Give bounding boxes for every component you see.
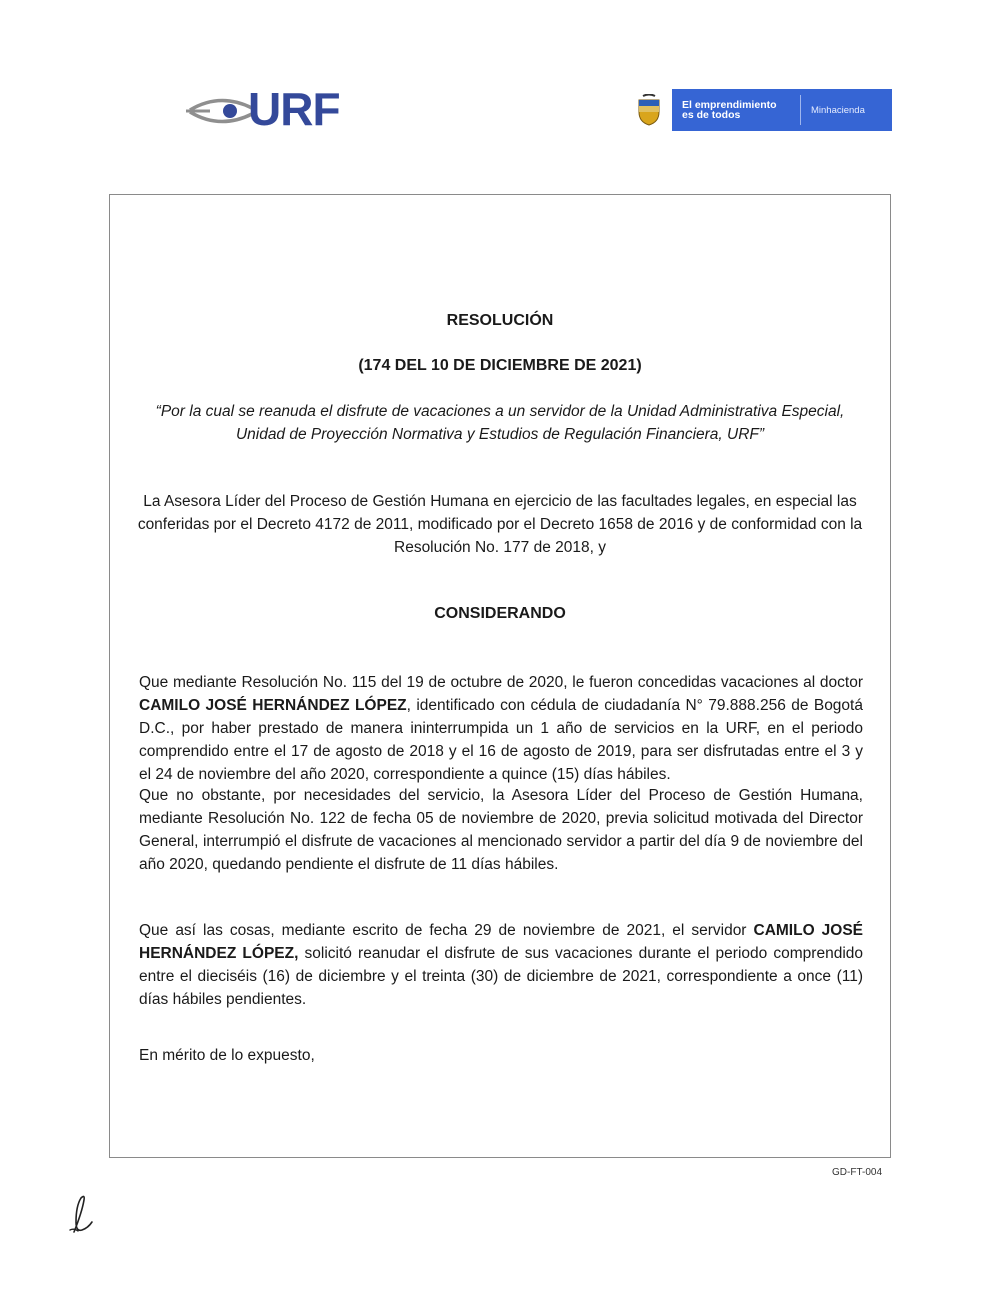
urf-logo-text: URF xyxy=(248,83,340,135)
subject-line-2: Unidad de Proyección Normativa y Estudios de Regulación Financiera, URF” xyxy=(235,426,765,443)
servant-name: CAMILO JOSÉ HERNÁNDEZ LÓPEZ xyxy=(139,697,407,714)
closing-line: En mérito de lo expuesto, xyxy=(139,1047,315,1064)
gov-slogan-line2: es de todos xyxy=(682,109,741,121)
form-code: GD-FT-004 xyxy=(832,1167,883,1178)
subject-line-1: “Por la cual se reanuda el disfrute de vacaciones a un servidor de la Unidad Administrativa Especial, xyxy=(155,403,845,420)
coat-of-arms-icon xyxy=(626,89,672,131)
servant-name: CAMILO JOSÉ HERNÁNDEZ LÓPEZ, xyxy=(139,922,864,962)
gov-slogan-line1: El emprendimiento xyxy=(682,99,777,111)
document-frame xyxy=(109,194,891,1158)
resolution-subject xyxy=(130,400,870,446)
considering-heading: CONSIDERANDO xyxy=(434,605,566,622)
paragraph-3-text-b: solicitó reanudar el disfrute de sus vacaciones durante el periodo comprendido entre el dieciséis (16) de diciembre y el treinta (30) de diciembre de 2021, correspondiente a once (11) días hábiles pendientes. xyxy=(139,945,864,1008)
eye-icon xyxy=(186,84,256,138)
paragraph-3 xyxy=(139,919,863,1011)
gov-banner xyxy=(626,89,892,131)
resolution-number: (174 DEL 10 DE DICIEMBRE DE 2021) xyxy=(358,357,642,374)
paragraph-3-text-a: Que así las cosas, mediante escrito de fecha 29 de noviembre de 2021, el servidor xyxy=(139,922,754,939)
gov-slogan xyxy=(672,100,800,120)
urf-logo xyxy=(186,84,346,138)
ministry-label: Minhacienda xyxy=(811,104,865,116)
paragraph-1-text-a: Que mediante Resolución No. 115 del 19 de octubre de 2020, le fueron concedidas vacaciones al doctor xyxy=(139,674,863,691)
preamble: La Asesora Líder del Proceso de Gestión Humana en ejercicio de las facultades legales, en especial las conferidas por el Decreto 4172 de 2011, modificado por el Decreto 1658 de 2016 y de conformidad con la Resolución No. 177 de 2018, y xyxy=(137,493,863,556)
paragraph-1-text-b: , identificado con cédula de ciudadanía N° 79.888.256 de Bogotá D.C., por haber prestado de manera ininterrumpida un 1 año de servicios en la URF, en el periodo comprendido entre el 17 de agosto de 2018 y el 16 de agosto de 2019, para ser disfrutadas entre el 3 y el 24 de noviembre del año 2020, correspondiente a quince (15) días hábiles. xyxy=(139,697,863,783)
resolution-title: RESOLUCIÓN xyxy=(446,312,554,329)
paragraph-2: Que no obstante, por necesidades del servicio, la Asesora Líder del Proceso de Gestión Humana, mediante Resolución No. 122 de fecha 05 de noviembre de 2020, previa solicitud motivada del Director General, interrumpió el disfrute de vacaciones al mencionado servidor a partir del día 9 de noviembre del año 2020, quedando pendiente el disfrute de 11 días hábiles. xyxy=(139,787,863,873)
handwritten-initial xyxy=(62,1192,102,1236)
paragraph-1 xyxy=(139,671,863,786)
